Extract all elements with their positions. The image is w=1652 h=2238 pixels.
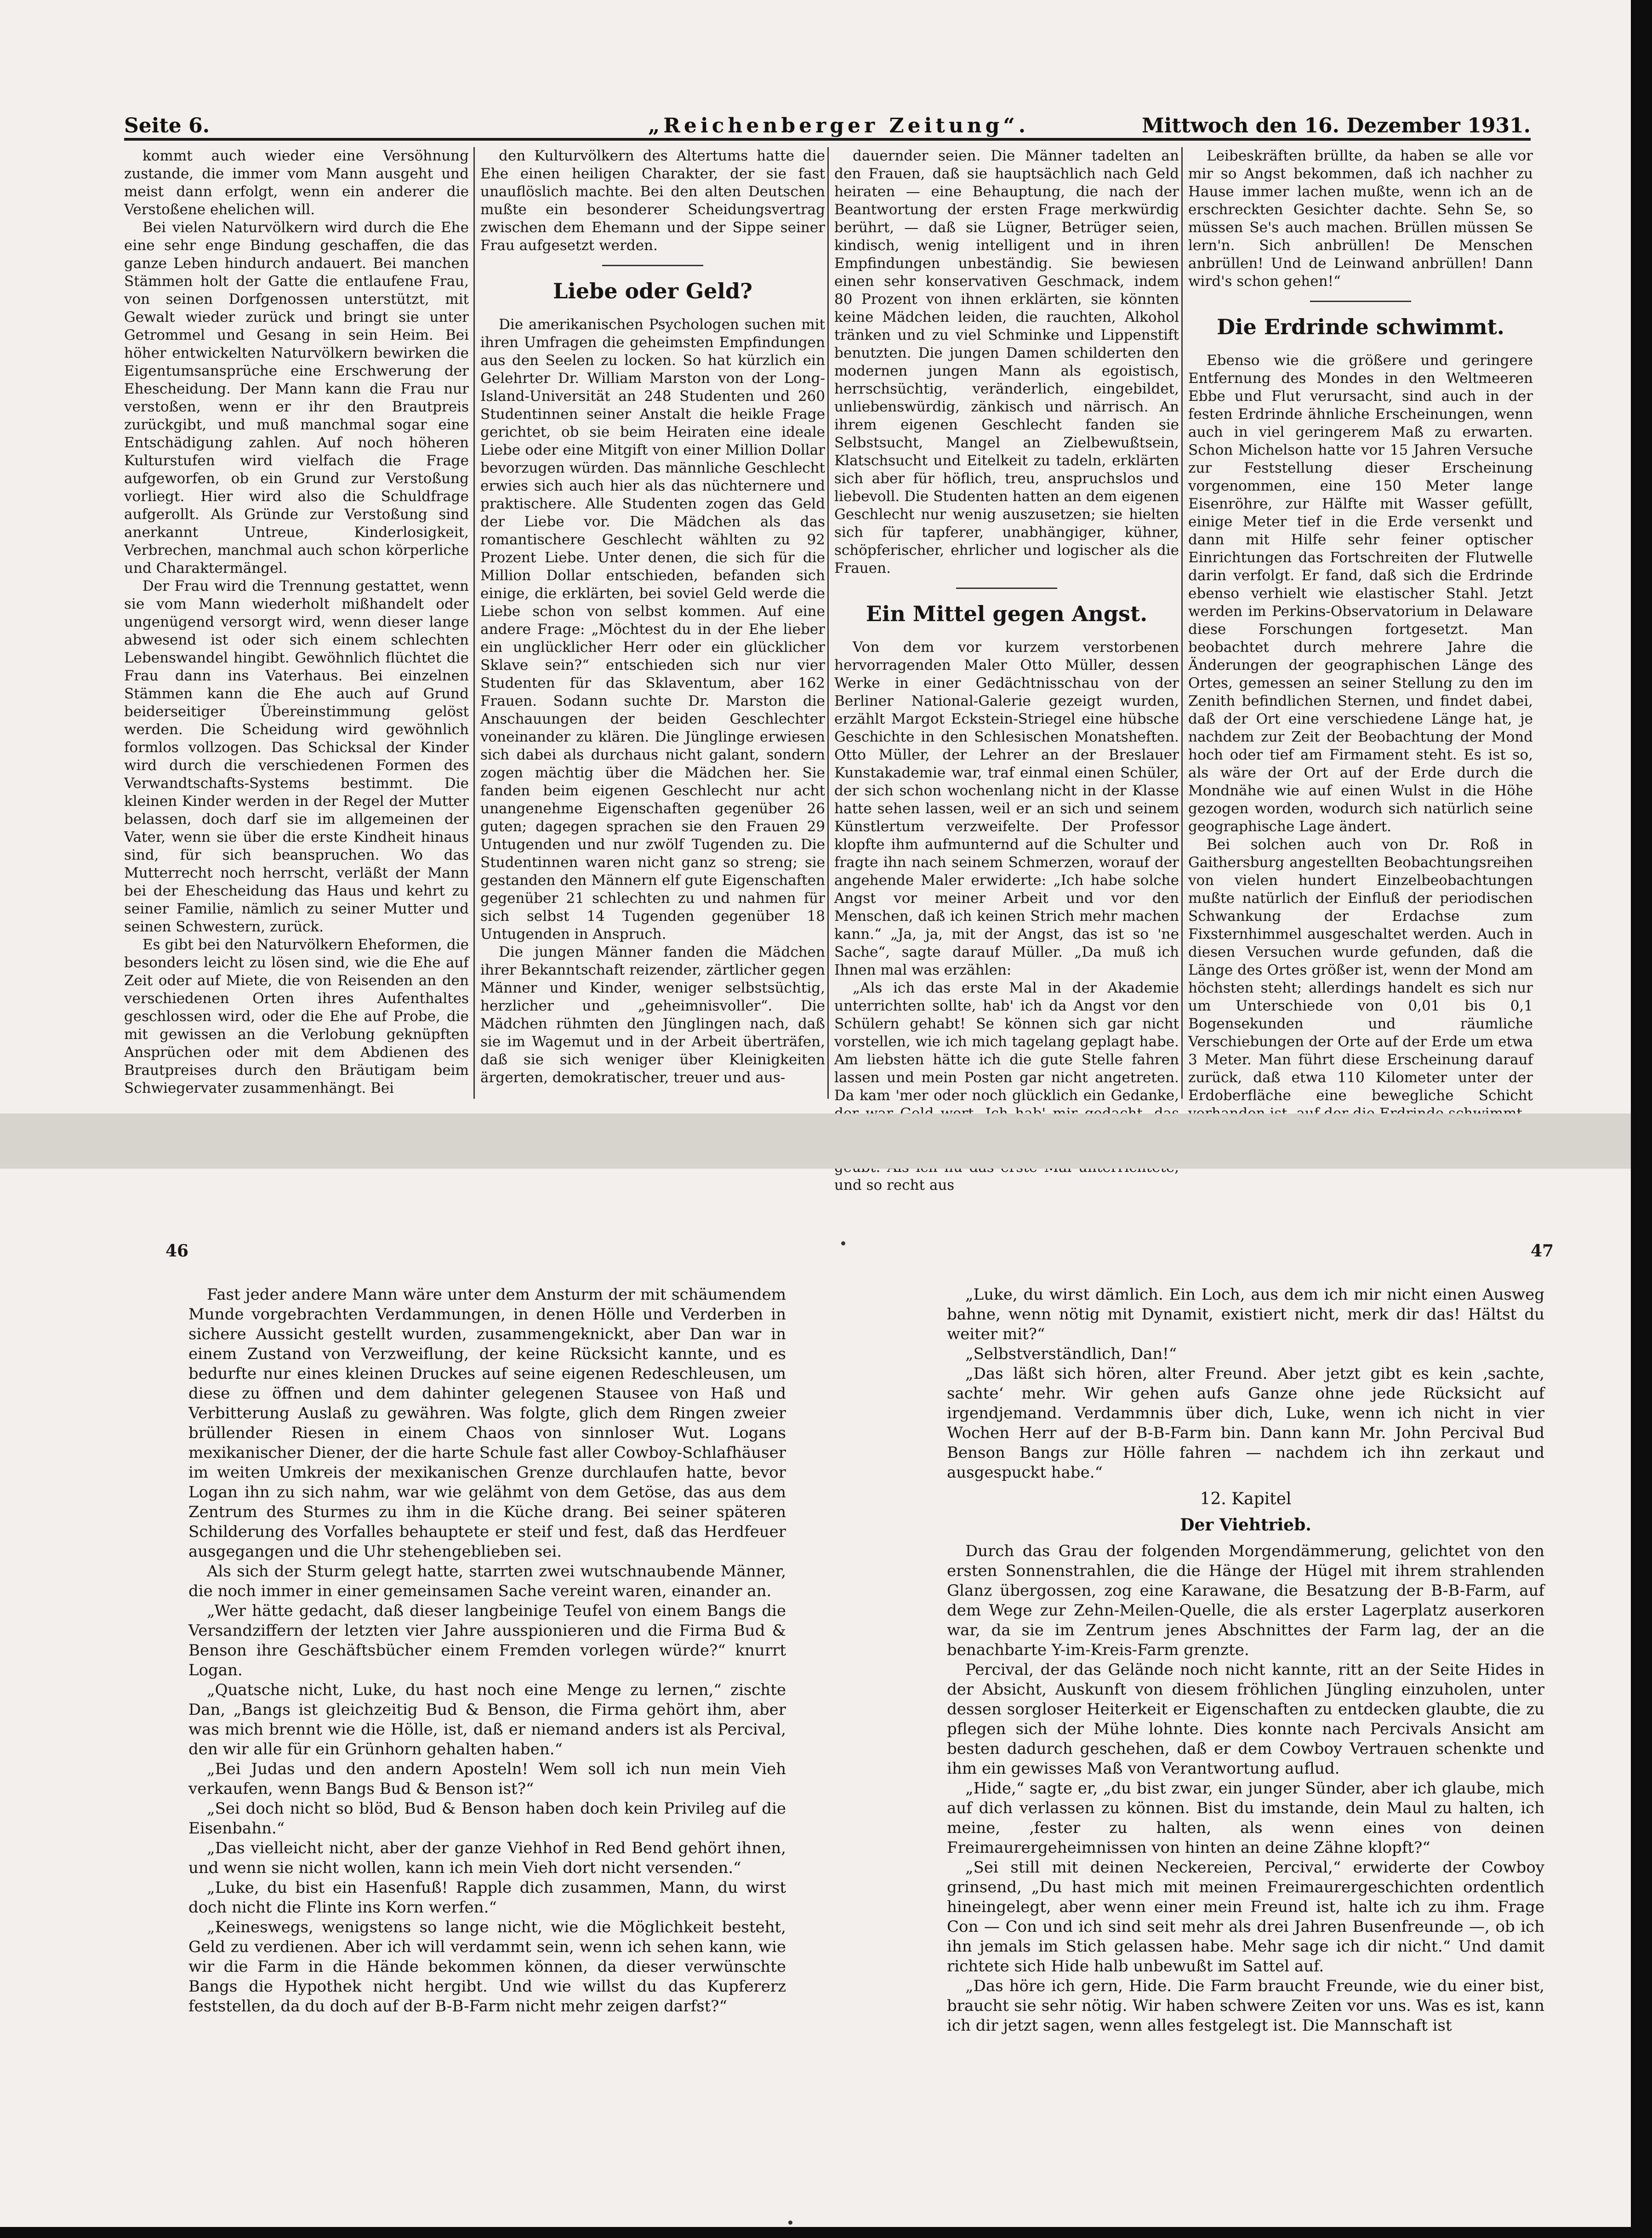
section-separator [1310, 301, 1411, 302]
paragraph: den Kulturvölkern des Altertums hatte die Ehe einen heiligen Charakter, der sie fast unauflöslich machte. Bei den alten Deutschen mußte ein besonderer Scheidungsvertrag zwischen dem Ehemann und der Sippe seiner Frau aufgesetzt werden. [480, 148, 825, 254]
scan-edge-bottom [0, 2227, 1652, 2238]
paragraph: Bei vielen Naturvölkern wird durch die Ehe eine sehr enge Bindung geschaffen, die das ganze Leben hindurch andauert. Bei manchen Stämmen holt der Gatte die entlaufene Frau, von seinen Dorfgenossen unterstützt, mit Gewalt wieder zurück und bringt sie unter Getrommel und Gesang in sein Heim. Bei höher entwickelten Naturvölkern bewirken die Eigentumsansprüche eine Erschwerung der Ehescheidung. Der Mann kann die Frau nur verstoßen, wenn er ihr den Brautpreis zurückgibt, und muß manchmal sogar eine Entschädigung zahlen. Auf noch höheren Kulturstufen wird vielfach die Frage aufgeworfen, ob ein Grund zur Verstoßung vorliegt. Hier wird also die Schuldfrage aufgerollt. Als Gründe zur Verstoßung sind anerkannt Untreue, Kinderlosigkeit, Verbrechen, manchmal auch schon körperliche und Charaktermängel. [124, 219, 469, 577]
novel-column-left [188, 1285, 786, 2195]
paragraph: Von dem vor kurzem verstorbenen hervorragenden Maler Otto Müller, dessen Werke in einer Gedächtnisschau von der Berliner National-Galerie gezeigt wurden, erzählt Margot Eckstein-Striegel eine hübsche Geschichte in den Schlesischen Monatsheften. Otto Müller, der Lehrer an der Breslauer Kunstakademie war, traf einmal einen Schüler, der sich schon wochenlang nicht in der Klasse hatte sehen lassen, weil er an sich und seinem Künstlertum verzweifelte. Der Professor klopfte ihm aufmunternd auf die Schulter und fragte ihn nach seinem Schmerzen, worauf der angehende Maler erwiderte: „Ich habe solche Angst vor meiner Arbeit und vor den Menschen, daß ich keinen Strich mehr machen kann.“ „Ja, ja, mit der Angst, das ist so 'ne Sache“, sagte darauf Müller. „Da muß ich Ihnen mal was erzählen: [834, 639, 1179, 978]
paragraph: „Sei still mit deinen Neckereien, Percival,“ erwiderte der Cowboy grinsend, „Du hast mich mit meinen Freimaurergeschichten ordentlich hineingelegt, aber wenn einer mein Freund ist, halte ich zu ihm. Frage Con — Con und ich sind seit mehr als drei Jahren Busenfreunde —, ob ich ihn jemals im Stich gelassen habe. Mehr sage ich dir nicht.“ Und damit richtete sich Hide halb unbewußt im Sattel auf. [947, 1858, 1544, 1975]
paragraph: Es gibt bei den Naturvölkern Eheformen, die besonders leicht zu lösen sind, wie die Ehe auf Zeit oder auf Miete, die von Reisenden an den verschiedenen Orten ihres Aufenthaltes geschlossen wird, oder die Ehe auf Probe, die mit gewissen an die Verlobung geknüpften Ansprüchen oder mit dem Abdienen des Brautpreises durch den Bräutigam beim Schwiegervater zusammenhängt. Bei [124, 936, 469, 1096]
paragraph: Die jungen Männer fanden die Mädchen ihrer Bekanntschaft reizender, zärtlicher gegen Männer und Kinder, weniger selbstsüchtig, herzlicher und „geheimnisvoller“. Die Mädchen rühmten den Jünglingen nach, daß sie im Wagemut und in der Arbeit überträfen, daß sie sich weniger über Kleinigkeiten ärgerten, demokratischer, treuer und aus- [480, 944, 825, 1086]
print-speck [841, 1241, 845, 1245]
article-heading-liebe-oder-geld: Liebe oder Geld? [553, 279, 753, 303]
paragraph: „Quatsche nicht, Luke, du hast noch eine Menge zu lernen,“ zischte Dan, „Bangs ist gleichzeitig Bud & Benson, die Firma gehört ihm, aber was mich brennt wie die Hölle, ist, daß er niemand anders ist als Percival, den wir alle für ein Grünhorn gehalten haben.“ [188, 1681, 786, 1758]
paragraph: „Selbstverständlich, Dan!“ [965, 1345, 1177, 1363]
paragraph: „Das vielleicht nicht, aber der ganze Viehhof in Red Bend gehört ihnen, und wenn sie nicht wollen, kann ich mein Vieh dort nicht versenden.“ [188, 1839, 786, 1877]
header-page-label: Seite 6. [124, 114, 210, 137]
paragraph: Als sich der Sturm gelegt hatte, starrten zwei wutschnaubende Männer, die noch immer in einer gemeinsamen Sache vereint waren, einander an. [188, 1562, 786, 1600]
fold-shadow-band [0, 1113, 1631, 1169]
paragraph: „Luke, du bist ein Hasenfuß! Rapple dich zusammen, Mann, du wirst doch nicht die Flinte ins Korn werfen.“ [188, 1878, 786, 1917]
article-column-3 [834, 147, 1179, 1193]
paragraph: Der Frau wird die Trennung gestattet, wenn sie vom Mann wiederholt mißhandelt oder ungenügend versorgt wird, wenn dieser lange abwesend ist oder sich einem schlechten Lebenswandel hingibt. Gewöhnlich flüchtet die Frau dann ins Vaterhaus. Bei einzelnen Stämmen kann die Ehe auch auf Grund beiderseitiger Übereinstimmung gelöst werden. Die Scheidung wird gewöhnlich formlos vollzogen. Das Schicksal der Kinder wird durch die verschiedenen Formen des Verwandtschafts-Systems bestimmt. Die kleinen Kinder werden in der Regel der Mutter belassen, doch darf sie im allgemeinen der Vater, wenn sie über die erste Kindheit hinaus sind, für sich beanspruchen. Wo das Mutterrecht noch herrscht, verläßt der Mann bei der Ehescheidung das Haus und kehrt zu seiner Familie, nämlich zu seiner Mutter und seinen Schwestern, zurück. [124, 578, 469, 935]
article-column-2 [480, 147, 825, 1103]
column-divider [473, 147, 475, 1099]
paragraph: „Als ich das erste Mal in der Akademie unterrichten sollte, hab' ich da Angst vor den Schülern gehabt! Se können sich gar nicht vorstellen, wie ich mich tagelang geplagt habe. Am liebsten hätte ich die gute Stelle fahren lassen und mein Posten gar nicht angetreten. Da kam 'mer oder noch glücklich ein Gedanke, und so recht aus [834, 980, 1179, 1193]
paragraph: Ebenso wie die größere und geringere Entfernung des Mondes in den Weltmeeren Ebbe und Flut verursacht, sind auch in der festen Erdrinde ähnliche Erscheinungen, wenn auch in viel geringerem Maß zu erwarten. Schon Michelson hatte vor 15 Jahren Versuche zur Feststellung dieser Erscheinung vorgenommen, eine 150 Meter lange Eisenröhre, zur Hälfte mit Wasser gefüllt, einige Meter tief in die Erde versenkt und dann mit Hilfe sehr feiner optischer Einrichtungen das Fortschreiten der Flutwelle darin verfolgt. Er fand, daß sich die Erdrinde ebenso verhielt wie elastischer Stahl. Jetzt werden im Perkins-Observatorium in Delaware diese Forschungen fortgesetzt. Man beobachtet durch mehrere Jahre die Änderungen der geographischen Länge des Ortes, gemessen an seiner Stellung zu den im Zenith befindlichen Sternen, und findet dabei, daß der Ort eine verschiedene Länge hat, je nachdem zur Zeit der Beobachtung der Mond hoch oder tief am Firmament steht. Es ist so, als wäre der Ort auf der Erde durch die Mondnähe wie auf einen Wulst in die Höhe gezogen worden, wodurch sich natürlich seine geographische Lage ändert. [1188, 352, 1533, 835]
header-newspaper-title: „Reichenberger Zeitung“. [648, 114, 1030, 137]
column-divider [827, 147, 829, 1099]
section-separator [602, 265, 703, 266]
article-heading-erdrinde: Die Erdrinde schwimmt. [1217, 314, 1504, 339]
paragraph: Die amerikanischen Psychologen suchen mit ihren Umfragen die geheimsten Empfindungen aus den Seelen zu locken. So hat kürzlich ein Gelehrter Dr. William Marston von der Long-Island-Universität an 248 Studenten und 260 Studentinnen seiner Anstalt die heikle Frage gerichtet, ob sie beim Heiraten eine ideale Liebe oder eine Mitgift von einer Million Dollar bevorzugen würden. Das männliche Geschlecht erwies sich auch hier als das nüchternere und praktischere. Alle Studenten zogen das Geld der Liebe vor. Die Mädchen als das romantischere Geschlecht wählten zu 92 Prozent Liebe. Unter denen, die sich für die Million Dollar entschieden, befanden sich einige, die erklärten, bei soviel Geld werde die Liebe schon von selbst kommen. Auf eine andere Frage: „Möchtest du in der Ehe lieber ein unglücklicher Herr oder ein glücklicher Sklave sein?“ entschieden sich nur vier Studenten für das Sklaventum, aber 162 Frauen. Sodann suchte Dr. Marston die Anschauungen der beiden Geschlechter voneinander zu klären. Die Jünglinge erwiesen sich dabei als durchaus nicht galant, sondern zogen mächtig über die Mädchen her. Sie fanden beim eigenen Geschlecht nur acht unangenehme Eigenschaften gegenüber 26 guten; dagegen sprachen sie den Frauen 29 Untugenden und nur zwölf Tugenden zu. Die Studentinnen waren nicht ganz so streng; sie gestanden den Männern elf gute Eigenschaften gegenüber 21 schlechten zu und nahmen für sich selbst 14 Tugenden gegenüber 18 Untugenden in Anspruch. [480, 316, 825, 942]
section-separator [956, 588, 1057, 589]
header-date: Mittwoch den 16. Dezember 1931. [1141, 114, 1531, 137]
paragraph: Fast jeder andere Mann wäre unter dem Ansturm der mit schäumendem Munde vorgebrachten Verdammungen, in denen Hölle und Verderben in sichere Aussicht gestellt wurden, zusammengeknickt, aber Dan war in einem Zustand von Verzweiflung, der keine Rücksicht kannte, und es bedurfte nur eines kleinen Druckes auf seine eigenen Redeschleusen, um diese zu öffnen und dem dahinter gelegenen Stausee von Haß und Verbitterung Auslaß zu gewähren. Was folgte, glich dem Ringen zweier brüllender Riesen in einem Chaos von sinnloser Wut. Logans mexikanischer Diener, der die harte Schule fast aller Cowboy-Schlafhäuser im weiten Umkreis der mexikanischen Grenze durchlaufen hatte, bevor Logan ihn zu sich nahm, war wie gelähmt von dem Getöse, das aus dem Zentrum des Sturmes zu ihm in die Küche drang. Bei seiner späteren Schilderung des Vorfalles behauptete er steif und fest, daß das Herdfeuer ausgegangen und die Uhr stehengeblieben sei. [188, 1285, 786, 1561]
novel-column-right [947, 1285, 1544, 2195]
page-header [124, 109, 1531, 142]
paragraph: „Luke, du wirst dämlich. Ein Loch, aus dem ich mir nicht einen Ausweg bahne, wenn nötig mit Dynamit, existiert nicht, merk dir das! Hältst du weiter mit?“ [947, 1285, 1544, 1343]
paragraph: „Wer hätte gedacht, daß dieser langbeinige Teufel von einem Bangs die Versandziffern der letzten vier Jahre ausspionieren und die Firma Bud & Benson ihre Geschäftsbücher einem Fremden vorlegen würde?“ knurrt Logan. [188, 1602, 786, 1679]
print-speck [788, 2221, 792, 2225]
article-heading-mittel-gegen-angst: Ein Mittel gegen Angst. [866, 601, 1148, 626]
paragraph: „Bei Judas und den andern Aposteln! Wem soll ich nun mein Vieh verkaufen, wenn Bangs Bud & Benson ist?“ [188, 1760, 786, 1798]
page-number-left: 46 [165, 1241, 189, 1261]
paragraph: kommt auch wieder eine Versöhnung zustande, die immer vom Mann ausgeht und meist dann erfolgt, wenn ein anderer die Verstoßene ehelichen will. [124, 148, 469, 218]
chapter-number: 12. Kapitel [1200, 1490, 1292, 1508]
page-number-right: 47 [1531, 1241, 1554, 1261]
article-column-4 [1188, 147, 1533, 1103]
paragraph: „Hide,“ sagte er, „du bist zwar, ein junger Sünder, aber ich glaube, mich auf dich verlassen zu können. Bist du imstande, dein Maul zu halten, ich meine, ‚fester zu halten, als wenn eines von deinen Freimaurergeheimnissen von hinten an deine Zähne klopft?“ [947, 1779, 1544, 1857]
paragraph: dauernder seien. Die Männer tadelten an den Frauen, daß sie hauptsächlich nach Geld heiraten — eine Behauptung, die nach der Beantwortung der ersten Frage merkwürdig berührt, — daß sie Lügner, Betrüger seien, kindisch, wenig intelligent und in ihren Empfindungen unbeständig. Sie bewiesen einen sehr konservativen Geschmack, indem 80 Prozent von ihnen erklärten, sie könnten keine Mädchen leiden, die rauchten, Alkohol tränken und zu viel Schminke und Lippenstift benutzten. Die jungen Damen schilderten den modernen jungen Mann als egoistisch, herrschsüchtig, veränderlich, eingebildet, unliebenswürdig, zänkisch und närrisch. An ihrem eigenen Geschlecht fanden sie Selbstsucht, Mangel an Zielbewußtsein, Klatschsucht und Eitelkeit zu tadeln, erklärten sich aber für höflich, treu, anspruchslos und liebevoll. Die Studenten hatten an dem eigenen Geschlecht nur wenig auszusetzen; sie hielten sich für tapferer, unabhängiger, kühner, schöpferischer, ehrlicher und logischer als die Frauen. [834, 148, 1179, 577]
article-column-1 [124, 147, 469, 1103]
paragraph: Bei solchen auch von Dr. Roß in Gaithersburg angestellten Beobachtungsreihen von vielen hundert Einzelbeobachtungen mußte natürlich der Einfluß der periodischen Schwankung der Erdachse zum Fixsternhimmel ausgeschaltet werden. Auch in diesen Versuchen wurde gefunden, daß die Länge des Ortes größer ist, wenn der Mond am höchsten steht; allerdings handelt es sich nur um Unterschiede von 0,01 bis 0,1 Bogensekunden und räumliche Verschiebungen der Orte auf der Erde um etwa 3 Meter. Man führt diese Erscheinung darauf zurück, daß etwa 110 Kilometer unter der Erdoberfläche eine bewegliche Schicht [1188, 836, 1533, 1104]
scan-edge-right [1631, 0, 1652, 2238]
paragraph: „Das höre ich gern, Hide. Die Farm braucht Freunde, wie du einer bist, braucht sie sehr nötig. Wir haben schwere Zeiten vor uns. Was es ist, kann ich dir jetzt sagen, wenn alles festgelegt ist. Die Mannschaft ist [947, 1977, 1544, 2035]
paragraph: „Keineswegs, wenigstens so lange nicht, wie die Möglichkeit besteht, Geld zu verdienen. Aber ich will verdammt sein, wenn ich sehen kann, wie wir die Farm in die Hände bekommen können, da dieser verwünschte Bangs die Hypothek nicht hergibt. Und wie willst du das Kupfererz feststellen, da du doch auf der B-B-Farm nicht mehr zeigen darfst?“ [188, 1918, 786, 2015]
paragraph: Percival, der das Gelände noch nicht kannte, ritt an der Seite Hides in der Absicht, Auskunft von diesem fröhlichen Jüngling einzuholen, unter dessen sorgloser Heiterkeit er Eigenschaften zu entdecken glaubte, die zu pflegen sich der Mühe lohnte. Dies konnte nach Percivals Ansicht am besten dadurch geschehen, daß er dem Cowboy Vertrauen schenkte und ihm ein gewisses Maß von Verantwortung auflud. [947, 1661, 1544, 1778]
paragraph: Leibeskräften brüllte, da haben se alle vor mir so Angst bekommen, daß ich nachher zu Hause immer lachen mußte, wenn ich an de erschreckten Gesichter dachte. Sehn Se, so müssen Se's auch machen. Brüllen müssen Se lern'n. Sich anbrüllen! De Menschen anbrüllen! Und de Leinwand anbrüllen! Dann wird's schon gehen!“ [1188, 148, 1533, 290]
chapter-title: Der Viehtrieb. [1180, 1515, 1311, 1535]
paragraph: Durch das Grau der folgenden Morgendämmerung, gelichtet von den ersten Sonnenstrahlen, die die Hänge der Hügel mit ihrem strahlenden Glanz übergossen, zog eine Karawane, die Besatzung der B-B-Farm, auf dem Wege zur Zehn-Meilen-Quelle, die als erster Lagerplatz auserkoren war, da sie im Zentrum jenes Abschnittes der Farm lag, der an die benachbarte Y-im-Kreis-Farm grenzte. [947, 1542, 1544, 1659]
header-rule [124, 138, 1531, 141]
column-divider [1181, 147, 1183, 1099]
paragraph: „Sei doch nicht so blöd, Bud & Benson haben doch kein Privileg auf die Eisenbahn.“ [188, 1799, 786, 1838]
paragraph: „Das läßt sich hören, alter Freund. Aber jetzt gibt es kein ‚sachte, sachte‘ mehr. Wir gehen aufs Ganze ohne jede Rücksicht auf irgendjemand. Verdammnis über dich, Luke, wenn ich nicht in vier Wochen Herr auf der B-B-Farm bin. Dann kann Mr. John Percival Bud Benson Bangs zur Hölle fahren — nachdem ich ihn zerkaut und ausgespuckt habe.“ [947, 1364, 1544, 1482]
